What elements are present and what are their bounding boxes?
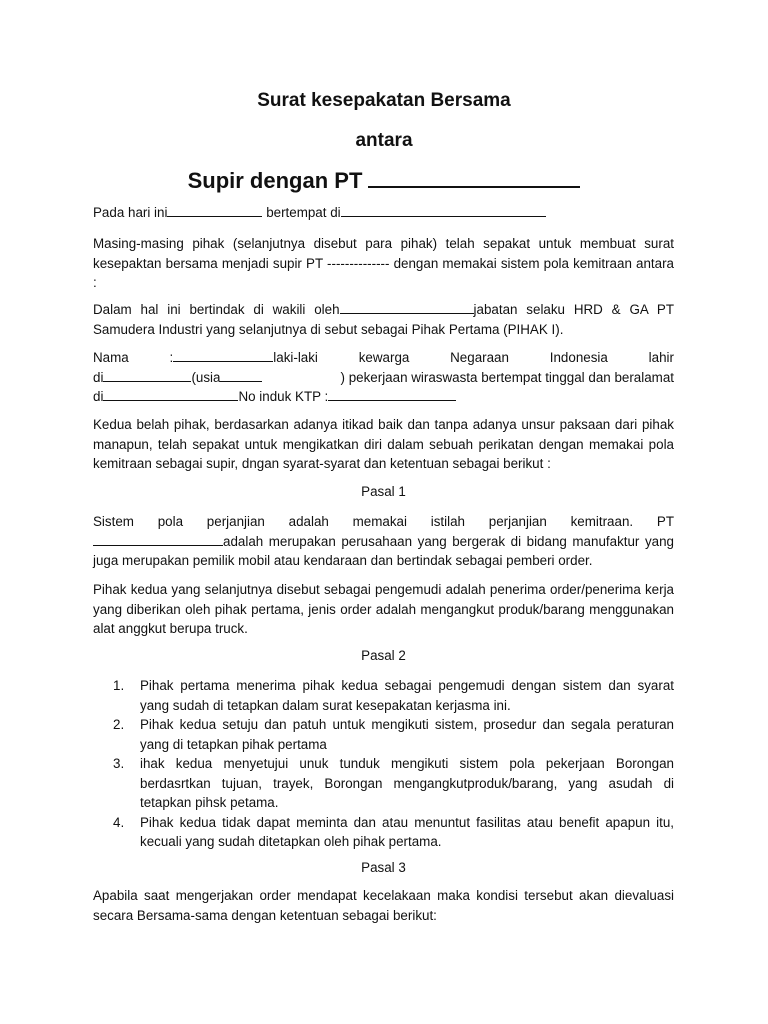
paragraph-second-party	[93, 348, 674, 407]
blank-company	[93, 533, 223, 546]
document-title: Surat kesepakatan Bersama	[257, 90, 511, 111]
list-item	[113, 813, 674, 852]
paragraph-agreement	[93, 234, 674, 293]
list-item-text: Pihak kedua tidak dapat meminta dan atau menuntut fasilitas atau benefit apapun itu, kecuali yang sudah ditetapkan oleh pihak pertama.	[140, 814, 674, 849]
blank-age	[220, 369, 262, 382]
first-party-rest: jabatan selaku HRD & GA PT Samudera Industri yang selanjutnya di sebut sebagai Pihak Pertama (PIHAK I).	[93, 302, 674, 337]
pasal-1-paragraph-2-text: Pihak kedua yang selanjutnya disebut sebagai pengemudi adalah penerima order/penerima kerja yang diberikan oleh pihak pertama, jenis order adalah mengangkut produk/barang menggunakan alat anggkut berupa truck.	[93, 582, 674, 636]
identity-line-2	[93, 368, 674, 388]
list-item-number: 4.	[113, 814, 125, 830]
pasal-3-paragraph-1	[93, 886, 674, 925]
blank-address	[103, 388, 238, 401]
pasal-1-heading-wrap	[93, 482, 674, 502]
paragraph-date-place	[93, 203, 674, 223]
company-name-blank	[368, 168, 580, 188]
first-party-lead: Dalam hal ini bertindak di wakili oleh	[93, 302, 340, 317]
pasal-3-paragraph-1-text: Apabila saat mengerjakan order mendapat kecelakaan maka kondisi tersebut akan dievaluasi secara Bersama-sama dengan ketentuan sebagai berikut:	[93, 888, 674, 923]
pasal-1-line-1: Sistem pola perjanjian adalah memakai istilah perjanjian kemitraan. PT	[93, 514, 674, 529]
word-indonesia: Indonesia	[549, 350, 608, 365]
pasal-1-rest	[93, 532, 674, 571]
list-item	[113, 715, 674, 754]
label-name: Nama	[93, 350, 129, 365]
birthplace-field	[93, 368, 262, 388]
word-kewarga: kewarga	[358, 350, 410, 365]
pasal-1-paragraph-2	[93, 580, 674, 639]
label-di: di	[93, 369, 104, 385]
label-age: (usia	[191, 369, 221, 385]
blank-place	[341, 204, 546, 217]
list-item-number: 2.	[113, 717, 125, 732]
list-item-number: 1.	[113, 678, 125, 693]
label-di-address: di	[93, 389, 104, 404]
blank-day	[167, 204, 262, 217]
pasal-3-heading: Pasal 3	[361, 860, 406, 875]
label-place: bertempat di	[266, 205, 341, 220]
identity-line-3	[93, 387, 674, 407]
blank-ktp	[328, 388, 456, 401]
paragraph-first-party	[93, 300, 674, 339]
word-lahir: lahir	[648, 350, 674, 365]
paragraph-commitment	[93, 415, 674, 474]
label-day: Pada hari ini	[93, 205, 168, 220]
pasal-2-heading-wrap	[93, 646, 674, 666]
word-negaraan: Negaraan	[450, 350, 509, 365]
document-subtitle: antara	[355, 130, 413, 151]
pasal-1-rest-text: adalah merupakan perusahaan yang bergerak di bidang manufaktur yang juga merupakan pemilik mobil atau kendaraan dan bertindak sebagai pemberi order.	[93, 533, 674, 568]
paragraph-commitment-text: Kedua belah pihak, berdasarkan adanya itikad baik dan tanpa adanya unsur paksaan dari pihak manapun, telah sepakat untuk mengikatkan diri dalam sebuah perikatan dengan memakai pola kemitraan sebagai supir, dngan syarat-syarat dan ketentuan sebagai berikut :	[93, 417, 674, 471]
identity-line-1	[93, 348, 674, 368]
blank-birthplace	[103, 369, 191, 382]
label-ktp: No induk KTP :	[238, 389, 329, 404]
paragraph-agreement-text: Masing-masing pihak (selanjutnya disebut para pihak) telah sepakat untuk membuat surat kesepaktan bersama menjadi supir PT -------------- dengan memakai sistem pola kemitraan antara :	[93, 236, 674, 290]
name-field	[170, 348, 318, 368]
list-item	[113, 676, 674, 715]
pasal-2-list	[113, 676, 674, 852]
pasal-1-heading: Pasal 1	[361, 484, 406, 499]
label-gender: laki-laki	[273, 350, 318, 365]
list-item-text: ihak kedua menyetujui unuk tunduk mengikuti sistem pola pekerjaan Borongan berdasrtkan tujuan, trayek, Borongan mengangkutproduk/barang, yang asudah di tetapkan pihsk petama.	[140, 756, 674, 810]
occupation-address-text: ) pekerjaan wiraswasta bertempat tinggal dan beralamat	[340, 369, 674, 385]
pasal-1-paragraph-1	[93, 512, 674, 571]
list-item	[113, 754, 674, 813]
pasal-3-heading-wrap	[93, 858, 674, 878]
blank-representative	[340, 301, 474, 314]
blank-name	[173, 349, 273, 362]
name-colon: :	[169, 350, 174, 365]
document-title-parties	[0, 168, 768, 194]
paragraph-first-party-text	[93, 300, 674, 339]
title-parties-text: Supir dengan PT	[187, 168, 363, 193]
list-item-number: 3.	[113, 756, 125, 771]
list-item-text: Pihak pertama menerima pihak kedua sebagai pengemudi dengan sistem dan syarat yang sudah di tetapkan dalam surat kesepakatan kerjasma ini.	[140, 678, 674, 713]
list-item-text: Pihak kedua setuju dan patuh untuk mengikuti sistem, prosedur dan segala peraturan yang di tetapkan pihak pertama	[140, 717, 674, 752]
pasal-2-heading: Pasal 2	[361, 648, 406, 663]
